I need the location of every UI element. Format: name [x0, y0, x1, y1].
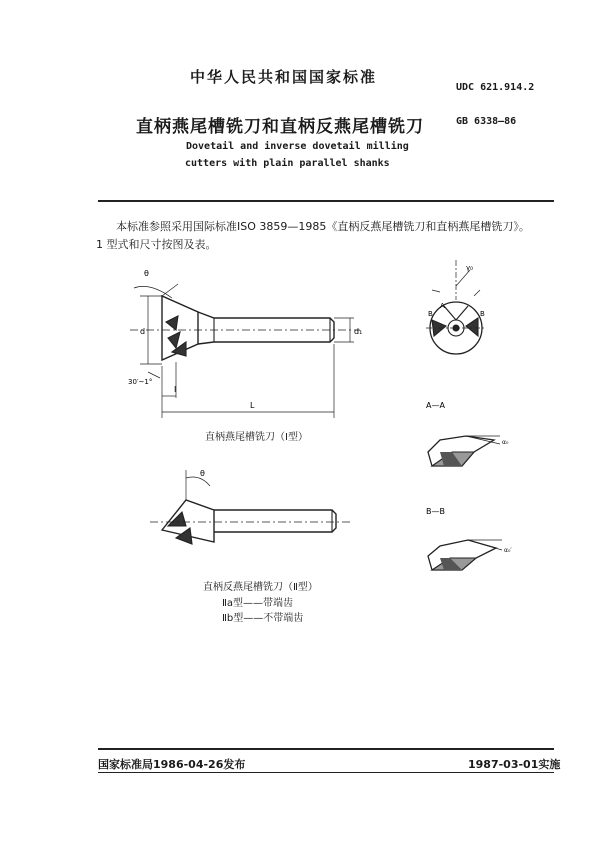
section-aa-drawing: [428, 436, 500, 466]
fig1-L-label: L: [250, 401, 255, 410]
fig1-cutter-drawing: [130, 284, 363, 418]
english-title-line2: cutters with plain parallel shanks: [185, 158, 390, 169]
fig1-angle-label: 30′~1°: [128, 378, 153, 386]
end-view-a-label: A: [440, 302, 445, 310]
section-bb-drawing: [428, 540, 502, 570]
end-view-b-right: B: [480, 310, 485, 318]
section-aa-alpha: α₀: [502, 439, 509, 446]
fig1-d-label: d: [140, 327, 146, 336]
fig2-caption: 直柄反燕尾槽铣刀（Ⅱ型）: [203, 582, 318, 593]
fig2-type-b: Ⅱb型——不带端齿: [222, 613, 304, 624]
section-1-text: 1 型式和尺寸按图及表。: [96, 238, 217, 251]
fig2-theta-label: θ: [200, 469, 205, 478]
end-view-gamma-label: γ₀: [466, 264, 473, 272]
end-view-b-left: B: [428, 310, 433, 318]
page-title: 直柄燕尾槽铣刀和直柄反燕尾槽铣刀: [136, 117, 424, 137]
standard-name: 中华人民共和国国家标准: [190, 68, 378, 86]
fig1-caption: 直柄燕尾槽铣刀（Ⅰ型）: [205, 432, 308, 443]
section-bb-label: B—B: [426, 507, 445, 516]
footer-divider: [98, 748, 554, 750]
fig1-l-label: l: [174, 385, 177, 394]
fig1-d1-label: d₁: [354, 327, 363, 336]
section-aa-label: A—A: [426, 401, 445, 410]
english-title-line1: Dovetail and inverse dovetail milling: [186, 141, 409, 152]
issue-date: 国家标准局1986-04-26发布: [98, 758, 246, 771]
section-bb-alpha: α₀′: [504, 547, 512, 554]
fig2-cutter-drawing: [150, 470, 350, 544]
fig1-theta-label: θ: [144, 269, 149, 278]
effective-date: 1987-03-01实施: [468, 758, 561, 771]
fig2-type-a: Ⅱa型——带端齿: [222, 598, 294, 609]
footer-divider-bottom: [98, 772, 554, 773]
intro-paragraph: 本标准参照采用国际标准ISO 3859—1985《直柄反燕尾槽铣刀和直柄燕尾槽铣刀》。: [116, 220, 530, 233]
gb-code: GB 6338—86: [456, 116, 517, 127]
udc-code: UDC 621.914.2: [456, 82, 535, 93]
end-view-drawing: [426, 260, 486, 354]
